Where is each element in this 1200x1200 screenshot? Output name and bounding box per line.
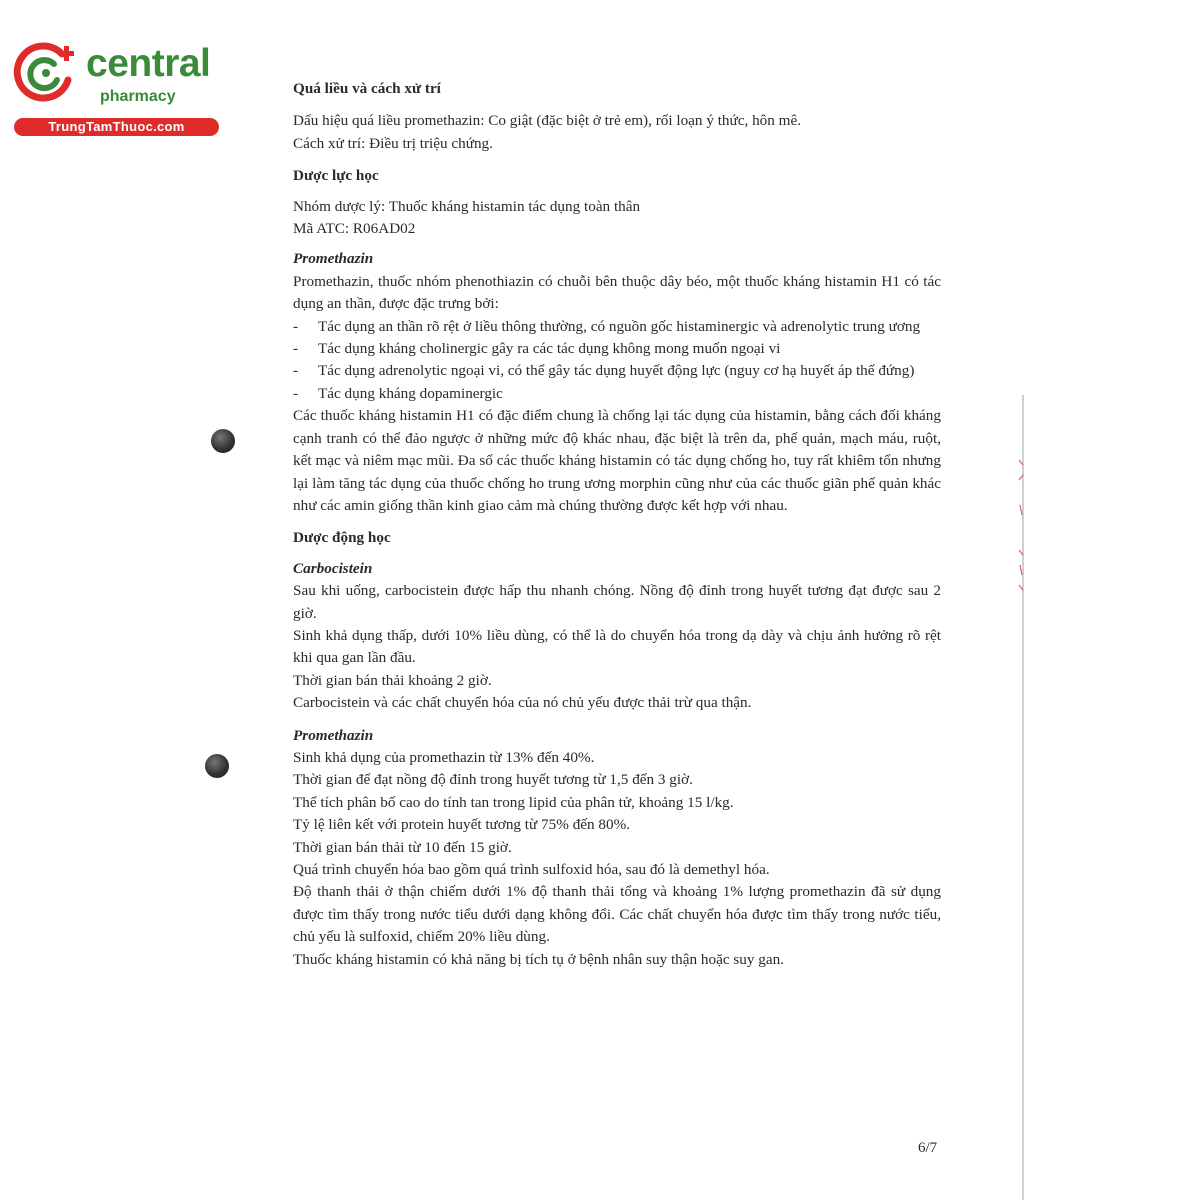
carbocistein-line: Carbocistein và các chất chuyển hóa của nó chủ yếu được thải trừ qua thận. — [293, 694, 752, 712]
heading-overdose: Quá liều và cách xử trí — [293, 80, 441, 97]
logo-website[interactable]: TrungTamThuoc.com — [14, 118, 219, 136]
promethazin-pk-line: Thể tích phân bố cao do tính tan trong lipid của phân tử, khoảng 15 l/kg. — [293, 793, 734, 811]
h1-antihistamine-paragraph: Các thuốc kháng histamin H1 có đặc điểm chung là chống lại tác dụng của histamin, bằng cách đối kháng cạnh tranh có thể đảo ngược ở những mức độ khác nhau, đặc biệt là trên da, phế quản, mạch máu, ruột, kết mạc và niêm mạc mũi. Đa số các thuốc kháng histamin có tác dụng chống ho, tuy rất khiêm tốn nhưng lại làm tăng tác dụng của thuốc chống ho trung ương morphin cũng như của các thuốc giãn phế quản khác như các amin giống thần kinh giao cảm mà chúng thường được kết hợp với nhau. — [293, 407, 941, 514]
promethazin-pk-line: Độ thanh thải ở thận chiếm dưới 1% độ thanh thải tổng và khoảng 1% lượng promethazin đã sử dụng được tìm thấy trong nước tiểu dưới dạng không đổi. Các chất chuyển hóa được tìm thấy trong nước tiểu, chủ yếu là sulfoxid, chiếm 20% liều dùng. — [293, 883, 941, 946]
pharmacologic-group: Nhóm dược lý: Thuốc kháng histamin tác dụng toàn thân — [293, 197, 641, 215]
carbocistein-line: Thời gian bán thải khoảng 2 giờ. — [293, 671, 492, 689]
pharmacy-logo — [10, 38, 215, 138]
document-page — [293, 78, 941, 971]
red-stamp-marks — [1016, 455, 1026, 595]
promethazin-pk-line: Thuốc kháng histamin có khả năng bị tích tụ ở bệnh nhân suy thận hoặc suy gan. — [293, 950, 784, 968]
promethazin-pk-line: Quá trình chuyển hóa bao gồm quá trình sulfoxid hóa, sau đó là demethyl hóa. — [293, 861, 770, 878]
overdose-treatment: Cách xử trí: Điều trị triệu chứng. — [293, 134, 493, 152]
subheading-promethazin-pd: Promethazin — [293, 250, 374, 268]
subheading-carbocistein: Carbocistein — [293, 559, 373, 577]
atc-code: Mã ATC: R06AD02 — [293, 220, 416, 238]
heading-pharmacodynamics: Dược lực học — [293, 167, 379, 185]
overdose-signs: Dấu hiệu quá liều promethazin: Co giật (đặc biệt ở trẻ em), rối loạn ý thức, hôn mê. — [293, 112, 802, 130]
list-item-text: Tác dụng an thần rõ rệt ở liều thông thường, có nguồn gốc histaminergic và adrenolytic trung ương — [318, 317, 921, 335]
page-number: 6/7 — [918, 1140, 938, 1156]
carbocistein-line: Sinh khả dụng thấp, dưới 10% liều dùng, có thể là do chuyển hóa trong dạ dày và chịu ảnh hưởng rõ rệt khi qua gan lần đầu. — [293, 626, 941, 667]
central-pharmacy-logo-icon — [12, 40, 76, 104]
punch-hole-top — [211, 429, 235, 453]
list-item-text: Tác dụng adrenolytic ngoại vi, có thể gây tác dụng huyết động lực (nguy cơ hạ huyết áp thế đứng) — [318, 362, 915, 380]
list-item: - Tác dụng kháng cholinergic gây ra các tác dụng không mong muốn ngoại vi — [293, 338, 941, 360]
list-item-text: Tác dụng kháng cholinergic gây ra các tác dụng không mong muốn ngoại vi — [318, 340, 781, 358]
heading-pharmacokinetics: Dược động học — [293, 529, 391, 547]
logo-brand-text: central — [86, 42, 211, 85]
promethazin-pk-line: Tỷ lệ liên kết với protein huyết tương từ 75% đến 80%. — [293, 816, 631, 834]
promethazin-intro: Promethazin, thuốc nhóm phenothiazin có chuỗi bên thuộc dây béo, một thuốc kháng histamin H1 có tác dụng an thần, được đặc trưng bởi: — [293, 272, 941, 313]
subheading-promethazin-pk: Promethazin — [293, 726, 374, 744]
list-item: - Tác dụng an thần rõ rệt ở liều thông thường, có nguồn gốc histaminergic và adrenolytic trung ương — [293, 316, 941, 338]
carbocistein-line: Sau khi uống, carbocistein được hấp thu nhanh chóng. Nồng độ đỉnh trong huyết tương đạt được sau 2 giờ. — [293, 582, 941, 622]
logo-subtitle: pharmacy — [100, 88, 176, 105]
promethazin-pk-line: Thời gian để đạt nồng độ đỉnh trong huyết tương từ 1,5 đến 3 giờ. — [293, 771, 693, 789]
list-item: - Tác dụng adrenolytic ngoại vi, có thể gây tác dụng huyết động lực (nguy cơ hạ huyết áp thế đứng) — [293, 360, 941, 382]
list-item: - Tác dụng kháng dopaminergic — [293, 383, 941, 405]
promethazin-pk-line: Thời gian bán thải từ 10 đến 15 giờ. — [293, 838, 512, 856]
promethazin-pk-line: Sinh khả dụng của promethazin từ 13% đến 40%. — [293, 748, 595, 766]
list-item-text: Tác dụng kháng dopaminergic — [318, 384, 503, 402]
punch-hole-bottom — [205, 754, 229, 778]
